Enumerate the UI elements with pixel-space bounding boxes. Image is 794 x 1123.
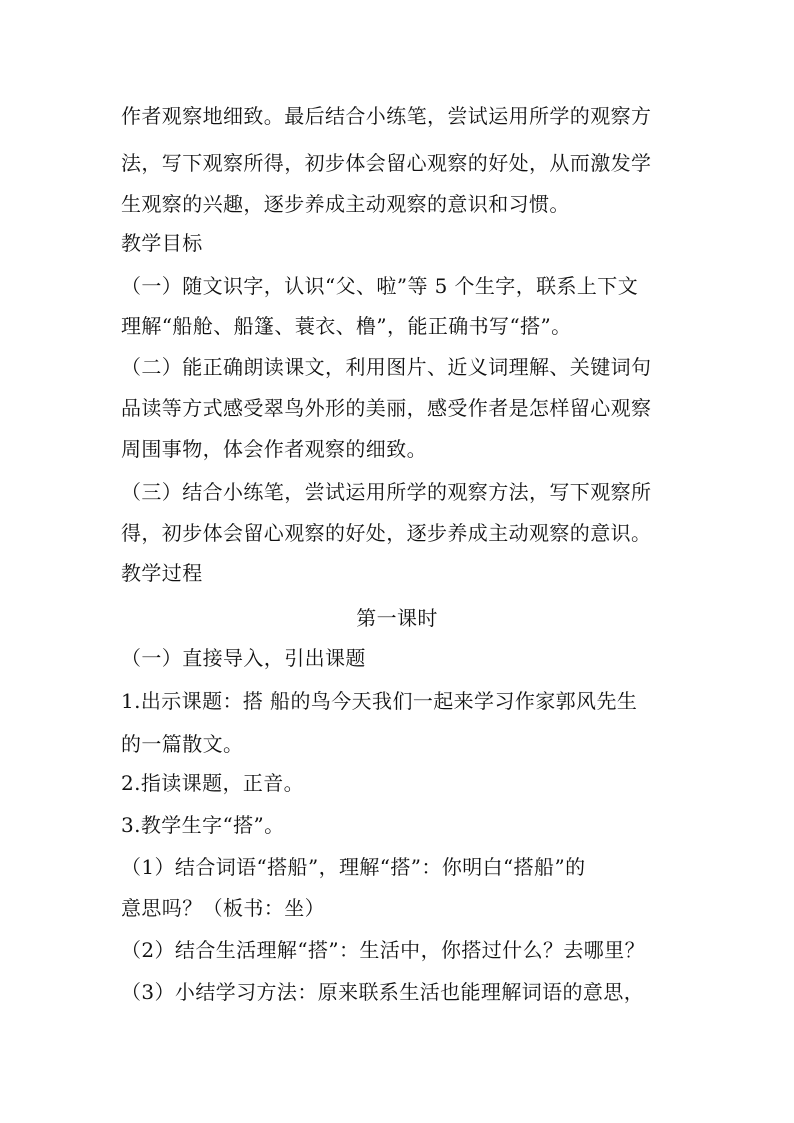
step-item: 2.指读课题，正音。 xyxy=(121,771,305,795)
goal-item: （一）随文识字，认识“父、啦”等 5 个生字，联系上下文 xyxy=(121,274,639,298)
section-heading: 教学过程 xyxy=(121,561,203,585)
step-item: 3.教学生字“搭”。 xyxy=(121,813,285,837)
substep-item: （2）结合生活理解“搭”：生活中，你搭过什么？去哪里？ xyxy=(121,938,645,962)
section-heading: 教学目标 xyxy=(121,231,203,255)
step-item: 1.出示课题：搭 船的鸟今天我们一起来学习作家郭风先生 xyxy=(121,689,638,713)
substep-item: （3）小结学习方法：原来联系生活也能理解词语的意思， xyxy=(121,980,645,1004)
step-item-cont: 的一篇散文。 xyxy=(121,732,244,756)
substep-item-cont: 意思吗？（板书：坐） xyxy=(121,896,325,920)
goal-item: （三）结合小练笔，尝试运用所学的观察方法，写下观察所 xyxy=(121,480,652,504)
substep-item: （1）结合词语“搭船”，理解“搭”：你明白“搭船”的 xyxy=(121,855,586,879)
subsection-heading: （一）直接导入，引出课题 xyxy=(121,646,366,670)
body-text-line: 生观察的兴趣，逐步养成主动观察的意识和习惯。 xyxy=(121,192,570,216)
goal-item: （二）能正确朗读课文，利用图片、近义词理解、关键词句 xyxy=(121,355,652,379)
goal-item-cont: 周围事物，体会作者观察的细致。 xyxy=(121,437,427,461)
lesson-heading: 第一课时 xyxy=(356,606,438,630)
body-text-line: 作者观察地细致。最后结合小练笔，尝试运用所学的观察方 xyxy=(121,104,652,128)
goal-item-cont: 理解“船舱、船篷、蓑衣、橹”，能正确书写“搭”。 xyxy=(121,314,572,338)
goal-item-cont: 得，初步体会留心观察的好处，逐步养成主动观察的意识。 xyxy=(121,521,652,545)
goal-item-cont: 品读等方式感受翠鸟外形的美丽，感受作者是怎样留心观察 xyxy=(121,396,652,420)
body-text-line: 法，写下观察所得，初步体会留心观察的好处，从而激发学 xyxy=(121,151,652,175)
